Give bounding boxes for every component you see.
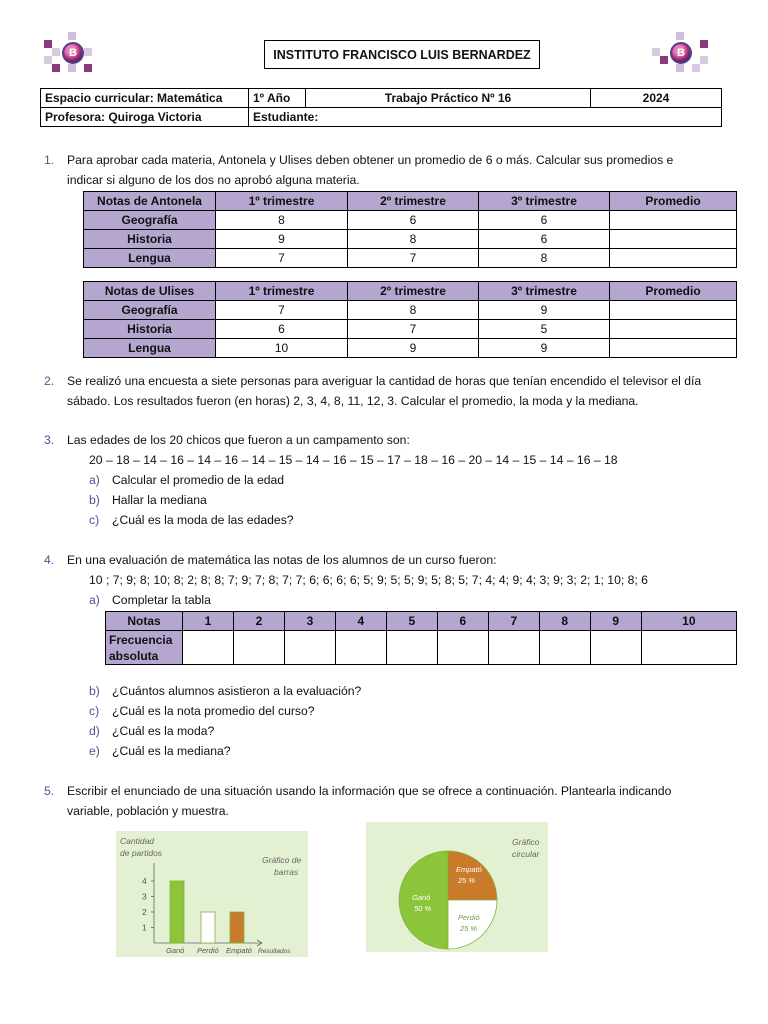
item-letter: e) (89, 744, 100, 758)
item-letter: a) (89, 473, 100, 487)
chart-title: barras (274, 867, 299, 877)
slice-label: Ganó (412, 893, 431, 902)
table-header: 3º trimestre (479, 192, 610, 211)
institute-logo-left (44, 32, 104, 76)
subject-cell: Historia (84, 230, 216, 249)
y-tick-label: 1 (142, 922, 147, 933)
item-letter: b) (89, 684, 100, 698)
grade-cell: 8 (348, 301, 479, 320)
item-text: ¿Cuántos alumnos asistieron a la evaluación? (112, 684, 362, 698)
grade-cell: 7 (348, 249, 479, 268)
x-tick-label: Ganó (166, 946, 185, 955)
school-year-cell: 2024 (591, 89, 722, 108)
note-header: 8 (539, 612, 590, 631)
table-row (84, 320, 737, 339)
average-cell[interactable] (610, 211, 737, 230)
grade-cell: 6 (216, 320, 348, 339)
question-text-line: En una evaluación de matemática las notas de los alumnos de un curso fueron: (67, 553, 497, 567)
question-text-line: Para aprobar cada materia, Antonela y Ulises deben obtener un promedio de 6 o más. Calcular sus promedios e (67, 153, 674, 167)
student-cell[interactable]: Estudiante: (249, 108, 722, 127)
list-item (89, 741, 689, 761)
item-text: Hallar la mediana (112, 493, 207, 507)
frequency-table (105, 611, 737, 665)
slice-label: Empató (456, 865, 482, 874)
institute-logo-right (652, 32, 712, 76)
table-row (84, 339, 737, 358)
item-letter: c) (89, 513, 100, 527)
table-header: Notas (106, 612, 183, 631)
average-cell[interactable] (610, 301, 737, 320)
grade-cell: 6 (479, 230, 610, 249)
slice-value: 25 % (460, 924, 478, 933)
frequency-cell[interactable] (590, 631, 641, 665)
table-header: Promedio (610, 192, 737, 211)
table-header: Notas de Antonela (84, 192, 216, 211)
note-header: 4 (335, 612, 386, 631)
grade-cell: 9 (216, 230, 348, 249)
chart-title: circular (512, 849, 540, 859)
table-row (84, 230, 737, 249)
grade-cell: 6 (348, 211, 479, 230)
ulises-grades-table (83, 281, 737, 358)
grade-cell: 9 (348, 339, 479, 358)
institute-title: INSTITUTO FRANCISCO LUIS BERNARDEZ (264, 40, 540, 69)
frequency-cell[interactable] (386, 631, 437, 665)
question-text-line: variable, población y muestra. (67, 804, 229, 818)
average-cell[interactable] (610, 339, 737, 358)
list-item (89, 470, 734, 490)
question-text-line: Se realizó una encuesta a siete personas para averiguar la cantidad de horas que tenían encendido el televisor el día (67, 374, 702, 388)
bar-chart (116, 831, 308, 957)
bar (230, 912, 244, 943)
item-text: ¿Cuál es la moda? (112, 724, 215, 738)
table-row (106, 631, 737, 665)
x-axis-label: Resultados (258, 948, 291, 955)
question-text-line: Las edades de los 20 chicos que fueron a un campamento son: (67, 433, 410, 447)
subject-cell: Geografía (84, 211, 216, 230)
table-header: 1º trimestre (216, 282, 348, 301)
frequency-cell[interactable] (284, 631, 335, 665)
practice-cell: Trabajo Práctico Nº 16 (306, 89, 591, 108)
header-info-table (40, 88, 722, 127)
table-row (84, 211, 737, 230)
chart-title: Gráfico de (262, 855, 302, 865)
pie-chart (366, 822, 548, 952)
table-header: 2º trimestre (348, 192, 479, 211)
logo-emblem: B (62, 42, 84, 64)
note-header: 6 (437, 612, 488, 631)
item-letter: d) (89, 724, 100, 738)
y-tick-label: 2 (142, 907, 147, 917)
question-4 (44, 550, 744, 610)
logo-emblem: B (670, 42, 692, 64)
table-row (84, 249, 737, 268)
grade-cell: 5 (479, 320, 610, 339)
table-header: 3º trimestre (479, 282, 610, 301)
item-text: ¿Cuál es la nota promedio del curso? (112, 704, 315, 718)
chart-title: Gráfico (512, 837, 540, 847)
list-item (89, 490, 734, 510)
grade-cell: 8 (479, 249, 610, 268)
bar (201, 912, 215, 943)
data-list: 10 ; 7; 9; 8; 10; 8; 2; 8; 8; 7; 9; 7; 8; 7; 7; 6; 6; 6; 6; 5; 9; 5; 5; 9; 5; 8; 5; 7; 4; 4; 9; 4; 3; 9; 3; 2; 1; 10; 8; 6 (89, 573, 648, 587)
grade-cell: 8 (348, 230, 479, 249)
item-text: ¿Cuál es la moda de las edades? (112, 513, 294, 527)
table-header: Notas de Ulises (84, 282, 216, 301)
list-item (89, 701, 689, 721)
grade-cell: 6 (479, 211, 610, 230)
note-header: 9 (590, 612, 641, 631)
slice-value: 25 % (458, 876, 476, 885)
data-list: 20 – 18 – 14 – 16 – 14 – 16 – 14 – 15 – 14 – 16 – 15 – 17 – 18 – 16 – 20 – 14 – 15 – 14 – 16 – 18 (89, 453, 618, 467)
question-text-line: indicar si alguno de los dos no aprobó alguna materia. (67, 173, 360, 187)
table-header: 2º trimestre (348, 282, 479, 301)
note-header: 1 (183, 612, 234, 631)
table-header: Promedio (610, 282, 737, 301)
list-item (89, 681, 689, 701)
slice-value: 50 % (414, 904, 432, 913)
average-cell[interactable] (610, 230, 737, 249)
x-tick-label: Perdió (197, 946, 219, 955)
question-4-items (89, 681, 689, 761)
grade-cell: 9 (479, 301, 610, 320)
question-5 (44, 781, 744, 821)
antonela-grades-table (83, 191, 737, 268)
y-axis-label: de partidos (120, 848, 163, 858)
frequency-cell[interactable] (335, 631, 386, 665)
average-cell[interactable] (610, 249, 737, 268)
row-label (106, 631, 183, 665)
frequency-cell[interactable] (183, 631, 234, 665)
question-number: 4. (44, 553, 55, 567)
grade-cell: 10 (216, 339, 348, 358)
item-text: Calcular el promedio de la edad (112, 473, 285, 487)
note-header: 2 (233, 612, 284, 631)
item-letter: c) (89, 704, 100, 718)
item-letter: a) (89, 593, 100, 607)
question-number: 1. (44, 153, 55, 167)
x-tick-label: Empató (226, 946, 252, 955)
subject-cell: Geografía (84, 301, 216, 320)
bar (170, 881, 184, 943)
frequency-cell[interactable] (233, 631, 284, 665)
list-item (89, 590, 744, 610)
y-axis-label: Cantidad (120, 836, 155, 846)
subject-cell: Lengua (84, 339, 216, 358)
frequency-cell[interactable] (437, 631, 488, 665)
year-cell: 1º Año (249, 89, 306, 108)
table-header: 1º trimestre (216, 192, 348, 211)
item-text: Completar la tabla (112, 593, 211, 607)
list-item (89, 510, 734, 530)
question-1 (44, 150, 734, 190)
frequency-cell[interactable] (488, 631, 539, 665)
row-label-line: absoluta (109, 648, 159, 663)
note-header: 5 (386, 612, 437, 631)
row-label-line: Frecuencia (109, 632, 173, 647)
note-header: 10 (641, 612, 736, 631)
question-text-line: Escribir el enunciado de una situación usando la información que se ofrece a continuación. Plantearla indicando (67, 784, 672, 798)
list-item (89, 721, 689, 741)
slice-label: Perdió (458, 913, 480, 922)
table-row (84, 301, 737, 320)
subject-cell: Historia (84, 320, 216, 339)
question-2 (44, 371, 744, 411)
teacher-cell: Profesora: Quiroga Victoria (41, 108, 249, 127)
grade-cell: 7 (216, 249, 348, 268)
grade-cell: 7 (348, 320, 479, 339)
y-tick-label: 3 (142, 891, 147, 902)
question-number: 2. (44, 374, 55, 388)
question-number: 5. (44, 784, 55, 798)
note-header: 7 (488, 612, 539, 631)
grade-cell: 9 (479, 339, 610, 358)
item-letter: b) (89, 493, 100, 507)
note-header: 3 (284, 612, 335, 631)
frequency-cell[interactable] (539, 631, 590, 665)
grade-cell: 8 (216, 211, 348, 230)
question-text-line: sábado. Los resultados fueron (en horas) 2, 3, 4, 8, 11, 12, 3. Calcular el promedio, la moda y la mediana. (67, 394, 639, 408)
question-3 (44, 430, 734, 530)
subject-cell: Espacio curricular: Matemática (41, 89, 249, 108)
subject-cell: Lengua (84, 249, 216, 268)
item-text: ¿Cuál es la mediana? (112, 744, 231, 758)
frequency-cell[interactable] (641, 631, 736, 665)
y-tick-label: 4 (142, 876, 147, 886)
grade-cell: 7 (216, 301, 348, 320)
average-cell[interactable] (610, 320, 737, 339)
question-number: 3. (44, 433, 55, 447)
